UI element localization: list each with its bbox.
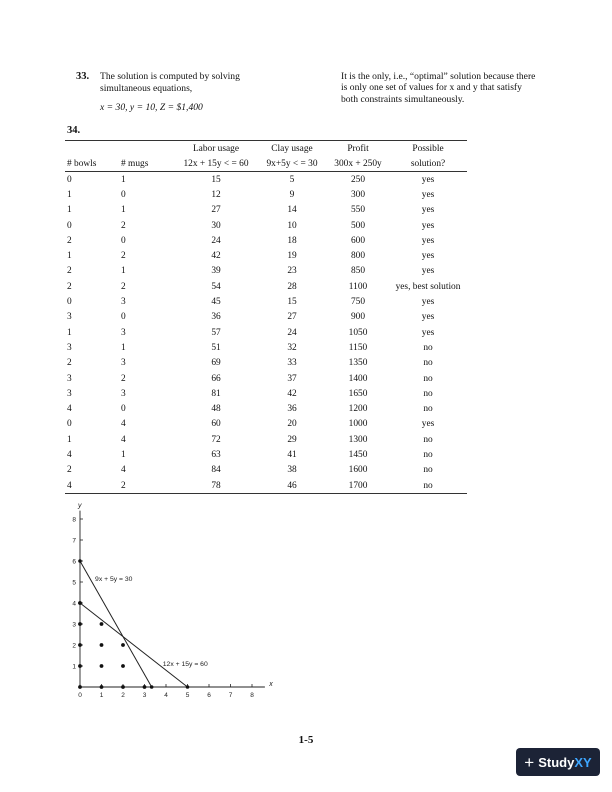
table-cell: 2 bbox=[67, 358, 72, 369]
table-cell: 1 bbox=[67, 327, 72, 338]
table-cell: 3 bbox=[121, 327, 126, 338]
table-cell: 4 bbox=[67, 404, 72, 415]
intercept-point bbox=[150, 685, 154, 689]
table-cell: 3 bbox=[67, 312, 72, 323]
table-cell: yes bbox=[421, 235, 435, 246]
x-axis-label: x bbox=[269, 681, 273, 688]
table-cell: 0 bbox=[67, 419, 72, 430]
table-cell: yes bbox=[421, 266, 435, 277]
solutions-table bbox=[65, 142, 467, 494]
table-cell: 3 bbox=[121, 388, 126, 399]
intercept-point bbox=[78, 559, 82, 563]
constraint-line-labor bbox=[80, 603, 188, 687]
table-row bbox=[65, 233, 467, 248]
table-cell: 750 bbox=[350, 297, 366, 308]
feasible-point bbox=[121, 643, 125, 647]
table-cell: 18 bbox=[287, 235, 297, 246]
table-cell: 36 bbox=[211, 312, 221, 323]
table-row bbox=[65, 356, 467, 371]
y-tick-label: 6 bbox=[72, 558, 76, 566]
table-cell: 39 bbox=[211, 266, 221, 277]
table-cell: 1000 bbox=[348, 419, 368, 430]
header-clay-usage: Clay usage bbox=[271, 144, 313, 155]
table-cell: 14 bbox=[287, 205, 297, 216]
table-cell: 1700 bbox=[327, 478, 389, 494]
table-row bbox=[65, 203, 467, 218]
y-tick-label: 4 bbox=[72, 600, 76, 608]
table-cell: no bbox=[423, 388, 433, 399]
intercept-point bbox=[186, 685, 190, 689]
problem-34-number: 34. bbox=[67, 125, 81, 136]
feasible-point bbox=[78, 664, 82, 668]
table-body bbox=[65, 172, 467, 494]
table-cell: 1200 bbox=[348, 404, 368, 415]
table-cell: 2 bbox=[121, 251, 126, 262]
table-cell: 20 bbox=[287, 419, 297, 430]
table-cell: 1300 bbox=[348, 434, 368, 445]
table-cell: 1 bbox=[121, 205, 126, 216]
table-cell: 32 bbox=[287, 342, 297, 353]
table-cell: 4 bbox=[121, 419, 126, 430]
table-row bbox=[65, 325, 467, 340]
table-cell: yes bbox=[421, 189, 435, 200]
feasible-point bbox=[121, 664, 125, 668]
x-tick-label: 1 bbox=[99, 692, 104, 699]
header-top-1 bbox=[65, 142, 119, 157]
table-cell: 1 bbox=[121, 174, 126, 185]
table-header-row-top bbox=[65, 142, 467, 157]
table-cell: 1350 bbox=[348, 358, 368, 369]
table-cell: 4 bbox=[121, 434, 126, 445]
table-cell: 15 bbox=[287, 297, 297, 308]
table-cell: 37 bbox=[287, 373, 297, 384]
table-cell: 1 bbox=[67, 189, 72, 200]
x-tick-label: 4 bbox=[164, 692, 168, 699]
table-cell: no bbox=[423, 358, 433, 369]
table-cell: 1 bbox=[67, 434, 72, 445]
table-cell: 3 bbox=[67, 373, 72, 384]
y-tick-label: 1 bbox=[72, 663, 76, 671]
y-axis-label: y bbox=[78, 502, 82, 510]
table-cell: 9 bbox=[289, 189, 295, 200]
problem-33-explanation: It is the only, i.e., “optimal” solution because there is only one set of values for x and y that satisfy both constraints simultaneously. bbox=[341, 71, 536, 105]
header-solution: solution? bbox=[389, 157, 467, 172]
studyxy-logo-text: StudyXY bbox=[538, 754, 592, 770]
table-cell: 12 bbox=[211, 189, 221, 200]
problem-33-equation: x = 30, y = 10, Z = $1,400 bbox=[100, 101, 203, 113]
problem-33-line2: simultaneous equations, bbox=[100, 83, 193, 95]
table-cell: 24 bbox=[211, 235, 221, 246]
studyxy-watermark bbox=[516, 748, 600, 776]
x-tick-label: 7 bbox=[228, 692, 233, 699]
table-cell: no bbox=[423, 404, 433, 415]
table-cell: yes bbox=[421, 327, 435, 338]
x-tick-label: 2 bbox=[121, 692, 125, 699]
table-row bbox=[65, 432, 467, 447]
table-cell: 0 bbox=[121, 189, 126, 200]
table-cell: 2 bbox=[121, 220, 126, 231]
table-cell: 0 bbox=[67, 220, 72, 231]
table-row bbox=[65, 371, 467, 386]
table-cell: 900 bbox=[350, 312, 366, 323]
page-number: 1-5 bbox=[298, 734, 314, 746]
table-cell: 27 bbox=[287, 312, 297, 323]
table-row bbox=[65, 187, 467, 202]
feasible-point bbox=[100, 622, 104, 626]
table-cell: 2 bbox=[119, 478, 175, 494]
header-labor-constraint: 12x + 15y < = 60 bbox=[175, 157, 257, 172]
header-mugs: # mugs bbox=[119, 157, 175, 172]
table-cell: 1 bbox=[67, 205, 72, 216]
table-cell: 1100 bbox=[348, 281, 368, 292]
table-cell: 24 bbox=[287, 327, 297, 338]
problem-33-number: 33. bbox=[76, 71, 90, 82]
problem-33-line1: The solution is computed by solving bbox=[100, 71, 240, 82]
plus-icon: + bbox=[524, 752, 535, 772]
table-cell: 38 bbox=[287, 465, 297, 476]
table-cell: 4 bbox=[121, 465, 126, 476]
table-cell: 500 bbox=[350, 220, 366, 231]
table-cell: 15 bbox=[211, 174, 221, 185]
table-cell: 29 bbox=[287, 434, 297, 445]
table-cell: 69 bbox=[211, 358, 221, 369]
x-tick-label: 0 bbox=[78, 692, 82, 699]
table-cell: 1400 bbox=[348, 373, 368, 384]
table-cell: 1150 bbox=[348, 342, 368, 353]
table-cell: 3 bbox=[121, 358, 126, 369]
table-cell: 0 bbox=[121, 404, 126, 415]
table-cell: yes bbox=[421, 205, 435, 216]
y-tick-label: 2 bbox=[72, 642, 76, 650]
feasible-point bbox=[143, 685, 147, 689]
header-profit: Profit bbox=[347, 144, 369, 155]
table-row bbox=[65, 218, 467, 233]
table-cell: yes bbox=[421, 419, 435, 430]
table-cell: 2 bbox=[67, 266, 72, 277]
table-row bbox=[65, 478, 467, 494]
table-cell: 600 bbox=[350, 235, 366, 246]
header-clay-constraint: 9x+5y < = 30 bbox=[257, 157, 327, 172]
table-row bbox=[65, 294, 467, 309]
table-cell: 1650 bbox=[348, 388, 368, 399]
table-cell: 1 bbox=[121, 342, 126, 353]
x-tick-label: 5 bbox=[185, 692, 190, 699]
y-tick-label: 5 bbox=[72, 579, 76, 587]
header-top-2 bbox=[119, 142, 175, 157]
table-cell: yes, best solution bbox=[395, 281, 461, 292]
feasible-region-graph bbox=[60, 500, 290, 710]
table-cell: 0 bbox=[121, 235, 126, 246]
table-cell: 48 bbox=[211, 404, 221, 415]
table-cell: 850 bbox=[350, 266, 366, 277]
constraint-label-clay: 9x + 5y = 30 bbox=[95, 575, 133, 583]
feasible-point bbox=[78, 685, 82, 689]
feasible-point bbox=[100, 664, 104, 668]
table-top-rule bbox=[65, 140, 467, 141]
table-cell: 30 bbox=[211, 220, 221, 231]
x-tick-label: 8 bbox=[250, 692, 254, 699]
table-cell: 54 bbox=[211, 281, 221, 292]
table-cell: 2 bbox=[67, 465, 72, 476]
table-header-row-bottom bbox=[65, 157, 467, 172]
table-cell: yes bbox=[421, 312, 435, 323]
table-row bbox=[65, 264, 467, 279]
table-cell: no bbox=[423, 373, 433, 384]
table-cell: 2 bbox=[121, 281, 126, 292]
table-row bbox=[65, 386, 467, 401]
table-cell: no bbox=[423, 449, 433, 460]
feasible-point bbox=[78, 601, 82, 605]
table-row bbox=[65, 248, 467, 263]
table-row bbox=[65, 172, 467, 188]
table-cell: 78 bbox=[175, 478, 257, 494]
feasible-point bbox=[78, 643, 82, 647]
table-row bbox=[65, 310, 467, 325]
table-cell: 3 bbox=[67, 342, 72, 353]
table-cell: 1 bbox=[121, 449, 126, 460]
feasible-point bbox=[100, 643, 104, 647]
table-row bbox=[65, 279, 467, 294]
table-cell: 300 bbox=[350, 189, 366, 200]
table-cell: 66 bbox=[211, 373, 221, 384]
table-cell: yes bbox=[421, 220, 435, 231]
table-cell: 0 bbox=[67, 297, 72, 308]
table-cell: 1450 bbox=[348, 449, 368, 460]
table-cell: no bbox=[423, 465, 433, 476]
feasible-point bbox=[100, 685, 104, 689]
feasible-point bbox=[78, 622, 82, 626]
x-tick-label: 6 bbox=[207, 692, 211, 699]
table-cell: 550 bbox=[350, 205, 366, 216]
header-profit-formula: 300x + 250y bbox=[327, 157, 389, 172]
table-cell: 51 bbox=[211, 342, 221, 353]
table-cell: 33 bbox=[287, 358, 297, 369]
y-tick-label: 8 bbox=[72, 516, 76, 524]
header-bowls: # bowls bbox=[65, 157, 119, 172]
table-cell: 4 bbox=[67, 449, 72, 460]
table-cell: 42 bbox=[287, 388, 297, 399]
table-cell: 5 bbox=[289, 174, 295, 185]
table-cell: 46 bbox=[257, 478, 327, 494]
table-row bbox=[65, 447, 467, 462]
table-cell: 1 bbox=[67, 251, 72, 262]
table-cell: 2 bbox=[121, 373, 126, 384]
table-cell: 41 bbox=[287, 449, 297, 460]
table-cell: 10 bbox=[287, 220, 297, 231]
table-cell: 42 bbox=[211, 251, 221, 262]
header-labor-usage: Labor usage bbox=[192, 144, 240, 155]
table-cell: 84 bbox=[211, 465, 221, 476]
table-cell: 72 bbox=[211, 434, 221, 445]
table-cell: yes bbox=[421, 251, 435, 262]
table-cell: 3 bbox=[121, 297, 126, 308]
table-cell: 27 bbox=[211, 205, 221, 216]
table-row bbox=[65, 417, 467, 432]
feasible-point bbox=[121, 685, 125, 689]
table-cell: 2 bbox=[67, 235, 72, 246]
table-cell: 3 bbox=[67, 388, 72, 399]
table-cell: no bbox=[423, 434, 433, 445]
table-cell: 250 bbox=[350, 174, 366, 185]
table-cell: 57 bbox=[211, 327, 221, 338]
table-cell: 60 bbox=[211, 419, 221, 430]
table-cell: 36 bbox=[287, 404, 297, 415]
table-cell: 1 bbox=[121, 266, 126, 277]
y-tick-label: 7 bbox=[72, 537, 76, 545]
table-cell: no bbox=[423, 342, 433, 353]
table-cell: 19 bbox=[287, 251, 297, 262]
table-cell: 2 bbox=[67, 281, 72, 292]
table-cell: no bbox=[389, 478, 467, 494]
table-cell: 1600 bbox=[348, 465, 368, 476]
table-cell: 0 bbox=[121, 312, 126, 323]
table-cell: 1050 bbox=[348, 327, 368, 338]
table-cell: 4 bbox=[65, 478, 119, 494]
table-cell: 81 bbox=[211, 388, 221, 399]
table-row bbox=[65, 340, 467, 355]
x-tick-label: 3 bbox=[142, 692, 147, 699]
header-possible: Possible bbox=[412, 144, 444, 155]
table-row bbox=[65, 401, 467, 416]
table-cell: 45 bbox=[211, 297, 221, 308]
table-cell: yes bbox=[421, 174, 435, 185]
y-tick-label: 3 bbox=[72, 621, 76, 629]
table-cell: 23 bbox=[287, 266, 297, 277]
problem-33-text bbox=[100, 71, 300, 114]
table-cell: 28 bbox=[287, 281, 297, 292]
table-cell: 0 bbox=[67, 174, 72, 185]
table-cell: 800 bbox=[350, 251, 366, 262]
table-cell: yes bbox=[421, 297, 435, 308]
constraint-label-labor: 12x + 15y = 60 bbox=[162, 661, 208, 668]
table-cell: 63 bbox=[211, 449, 221, 460]
table-row bbox=[65, 463, 467, 478]
